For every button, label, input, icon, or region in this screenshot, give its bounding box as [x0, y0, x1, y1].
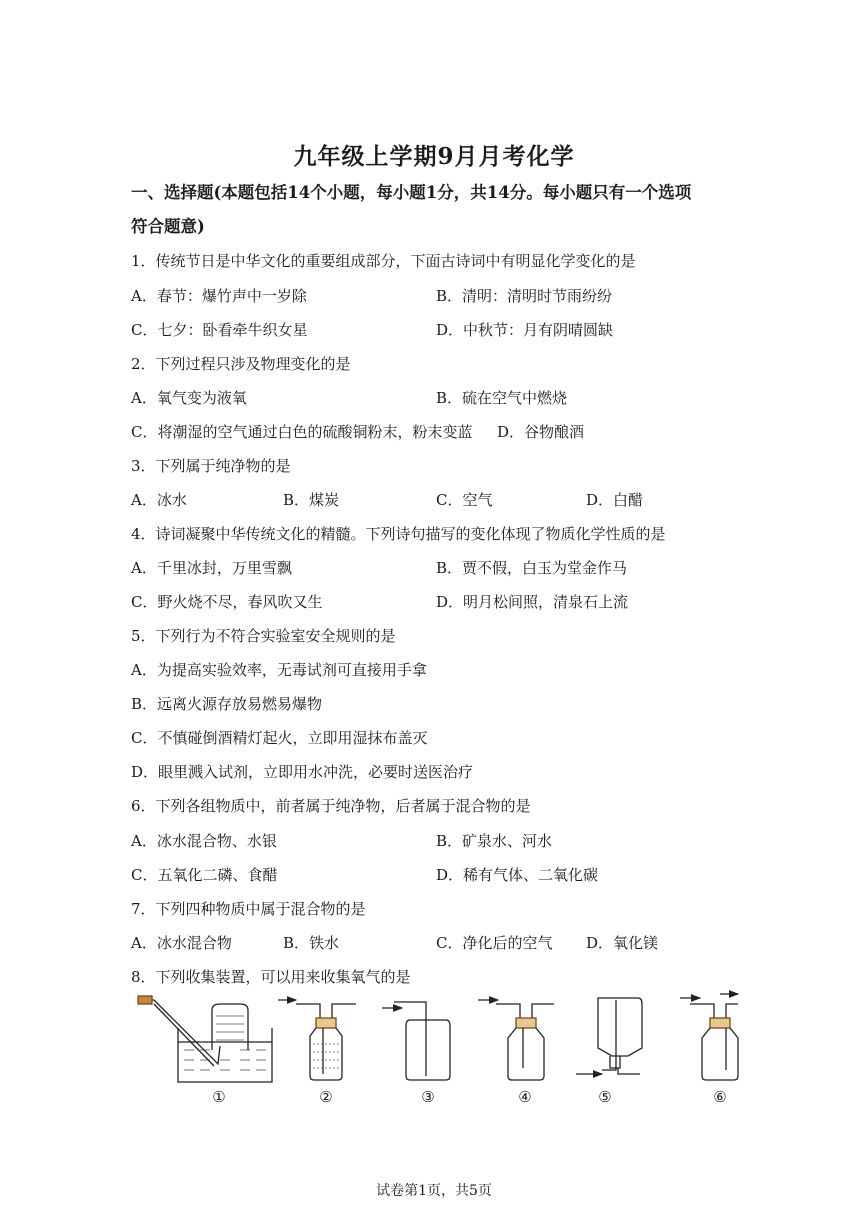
question-3-option-d: D．白醋 [586, 491, 644, 509]
question-1-option-c: C．七夕：卧看牵牛织女星 [131, 321, 308, 339]
question-3-stem: 3．下列属于纯净物的是 [131, 457, 291, 475]
apparatus-4-bottle-long-in [478, 1000, 554, 1106]
question-6-option-d: D．稀有气体、二氧化碳 [436, 866, 599, 884]
question-5-option-c: C．不慎碰倒酒精灯起火，立即用湿抹布盖灭 [131, 729, 428, 747]
question-5-option-d: D．眼里溅入试剂，立即用水冲洗，必要时送医治疗 [131, 763, 474, 781]
question-2-option-d: D．谷物酿酒 [497, 423, 585, 441]
question-4-option-b: B．贾不假，白玉为堂金作马 [436, 559, 628, 577]
question-2-option-c: C．将潮湿的空气通过白色的硫酸铜粉末，粉末变蓝 [131, 423, 473, 441]
question-5-stem: 5．下列行为不符合实验室安全规则的是 [131, 627, 396, 645]
question-7-option-d: D．氧化镁 [586, 934, 659, 952]
apparatus-label-4: ④ [518, 1088, 532, 1106]
apparatus-label-6: ⑥ [713, 1088, 727, 1106]
question-5-option-a: A．为提高实验效率，无毒试剂可直接用手拿 [131, 661, 427, 679]
question-7-stem: 7．下列四种物质中属于混合物的是 [131, 900, 366, 918]
question-3-option-c: C．空气 [436, 491, 493, 509]
question-4-stem: 4．诗词凝聚中华传统文化的精髓。下列诗句描写的变化体现了物质化学性质的是 [131, 525, 666, 543]
section-heading-line2: 符合题意) [131, 217, 205, 236]
question-1-option-d: D．中秋节：月有阴晴圆缺 [436, 321, 614, 339]
question-7-option-c: C．净化后的空气 [436, 934, 553, 952]
apparatus-6-bottle-short-in [680, 994, 738, 1106]
apparatus-label-3: ③ [421, 1088, 435, 1106]
question-4-option-a: A．千里冰封，万里雪飘 [131, 559, 292, 577]
page-footer: 试卷第1页，共5页 [376, 1183, 492, 1199]
apparatus-5-inverted-jar [576, 998, 642, 1106]
apparatus-1-water-displacement [138, 996, 272, 1106]
question-4-option-d: D．明月松间照，清泉石上流 [436, 593, 629, 611]
question-3-option-a: A．冰水 [131, 491, 187, 509]
question-8-stem: 8．下列收集装置，可以用来收集氧气的是 [131, 968, 411, 986]
apparatus-label-2: ② [319, 1088, 333, 1106]
question-6-option-c: C．五氧化二磷、食醋 [131, 866, 278, 884]
question-6-option-a: A．冰水混合物、水银 [131, 832, 277, 850]
gas-collection-apparatus-figure [120, 990, 760, 1110]
question-5-option-b: B．远离火源存放易燃易爆物 [131, 695, 323, 713]
question-7-option-a: A．冰水混合物 [131, 934, 232, 952]
question-2-option-a: A．氧气变为液氧 [131, 389, 247, 407]
question-1-option-b: B．清明：清明时节雨纷纷 [436, 287, 613, 305]
question-1-option-a: A．春节：爆竹声中一岁除 [131, 287, 307, 305]
question-6-option-b: B．矿泉水、河水 [436, 832, 553, 850]
question-6-stem: 6．下列各组物质中，前者属于纯净物，后者属于混合物的是 [131, 797, 531, 815]
question-2-option-b: B．硫在空气中燃烧 [436, 389, 568, 407]
page-title: 九年级上学期9月月考化学 [293, 143, 575, 170]
question-4-option-c: C．野火烧不尽，春风吹又生 [131, 593, 323, 611]
apparatus-3-jar-upward [382, 1002, 450, 1106]
question-2-stem: 2．下列过程只涉及物理变化的是 [131, 355, 351, 373]
question-1-stem: 1．传统节日是中华文化的重要组成部分，下面古诗词中有明显化学变化的是 [131, 252, 636, 270]
apparatus-2-bottle-water [278, 1000, 356, 1106]
question-7-option-b: B．铁水 [283, 934, 340, 952]
apparatus-label-5: ⑤ [598, 1088, 612, 1106]
section-heading-line1: 一、选择题(本题包括14个小题，每小题1分，共14分。每小题只有一个选项 [131, 183, 692, 202]
apparatus-label-1: ① [212, 1088, 226, 1106]
question-3-option-b: B．煤炭 [283, 491, 340, 509]
